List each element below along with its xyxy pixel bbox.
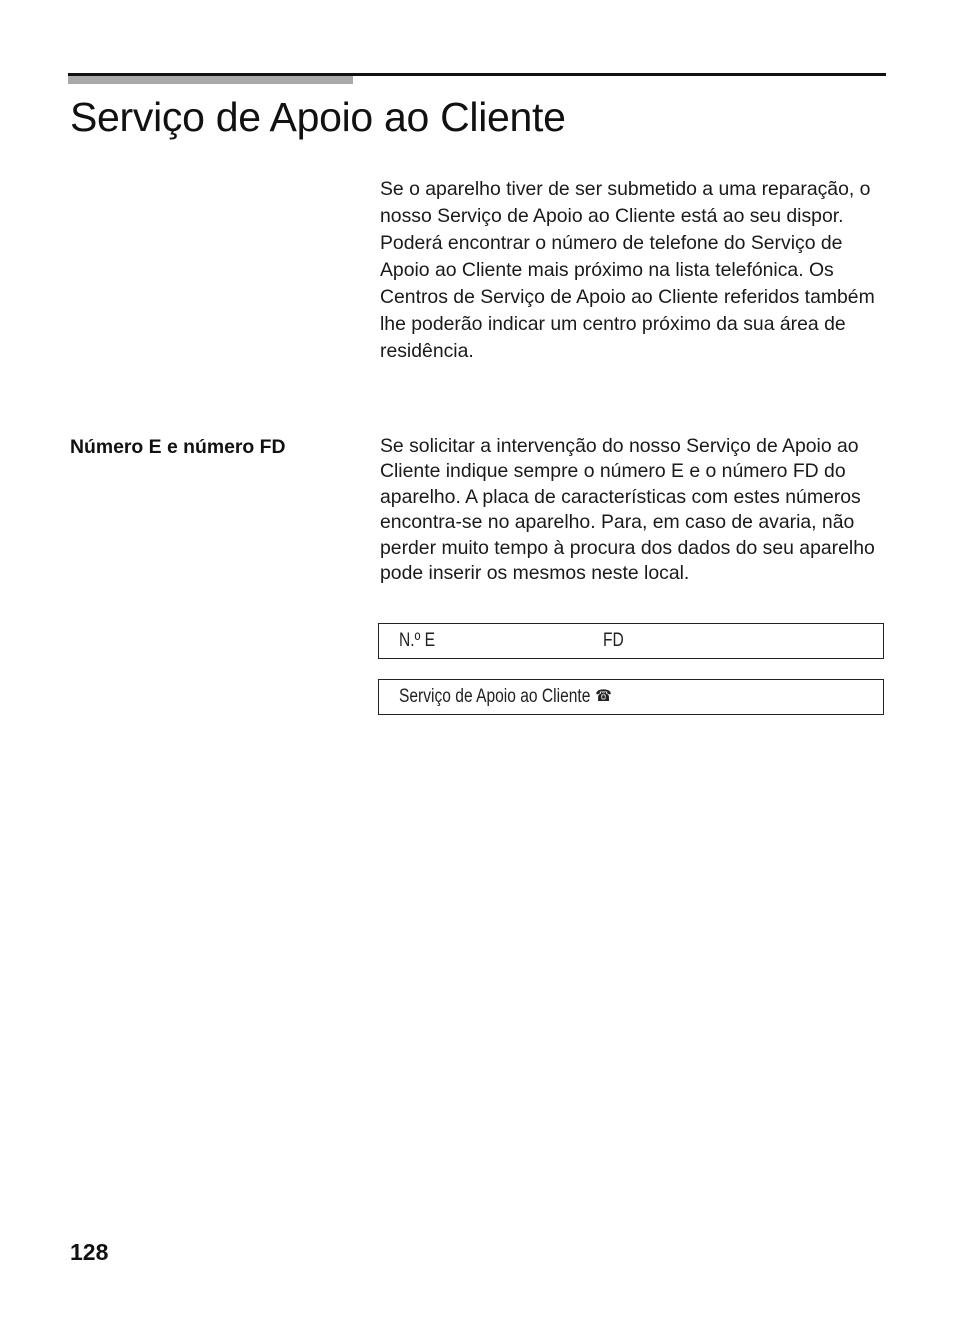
e-fd-number-field[interactable] <box>378 623 884 659</box>
service-label-group <box>399 684 612 710</box>
section-heading-e-fd: Número E e número FD <box>70 436 286 458</box>
header-accent-bar <box>68 76 353 84</box>
section-paragraph-e-fd: Se solicitar a intervenção do nosso Serviço de Apoio ao Cliente indique sempre o número E e o número FD do aparelho. A placa de características com estes números encontra-se no aparelho. Para, em caso de avaria, não perder muito tempo à procura dos dados do seu aparelho pode inserir os mesmos neste local. <box>380 435 875 585</box>
fd-number-label: FD <box>603 630 624 651</box>
intro-paragraph: Se o aparelho tiver de ser submetido a uma reparação, o nosso Serviço de Apoio ao Cliente está ao seu dispor. Poderá encontrar o número de telefone do Serviço de Apoio ao Cliente mais próximo na lista telefónica. Os Centros de Serviço de Apoio ao Cliente referidos também lhe poderão indicar um centro próximo da sua área de residência. <box>380 178 875 362</box>
phone-icon: ☎ <box>595 688 612 705</box>
page-number: 128 <box>70 1239 109 1265</box>
e-number-label: N.º E <box>399 630 436 651</box>
service-label: Serviço de Apoio ao Cliente <box>399 686 591 707</box>
service-phone-field[interactable] <box>378 679 884 715</box>
page-title: Serviço de Apoio ao Cliente <box>70 94 566 140</box>
